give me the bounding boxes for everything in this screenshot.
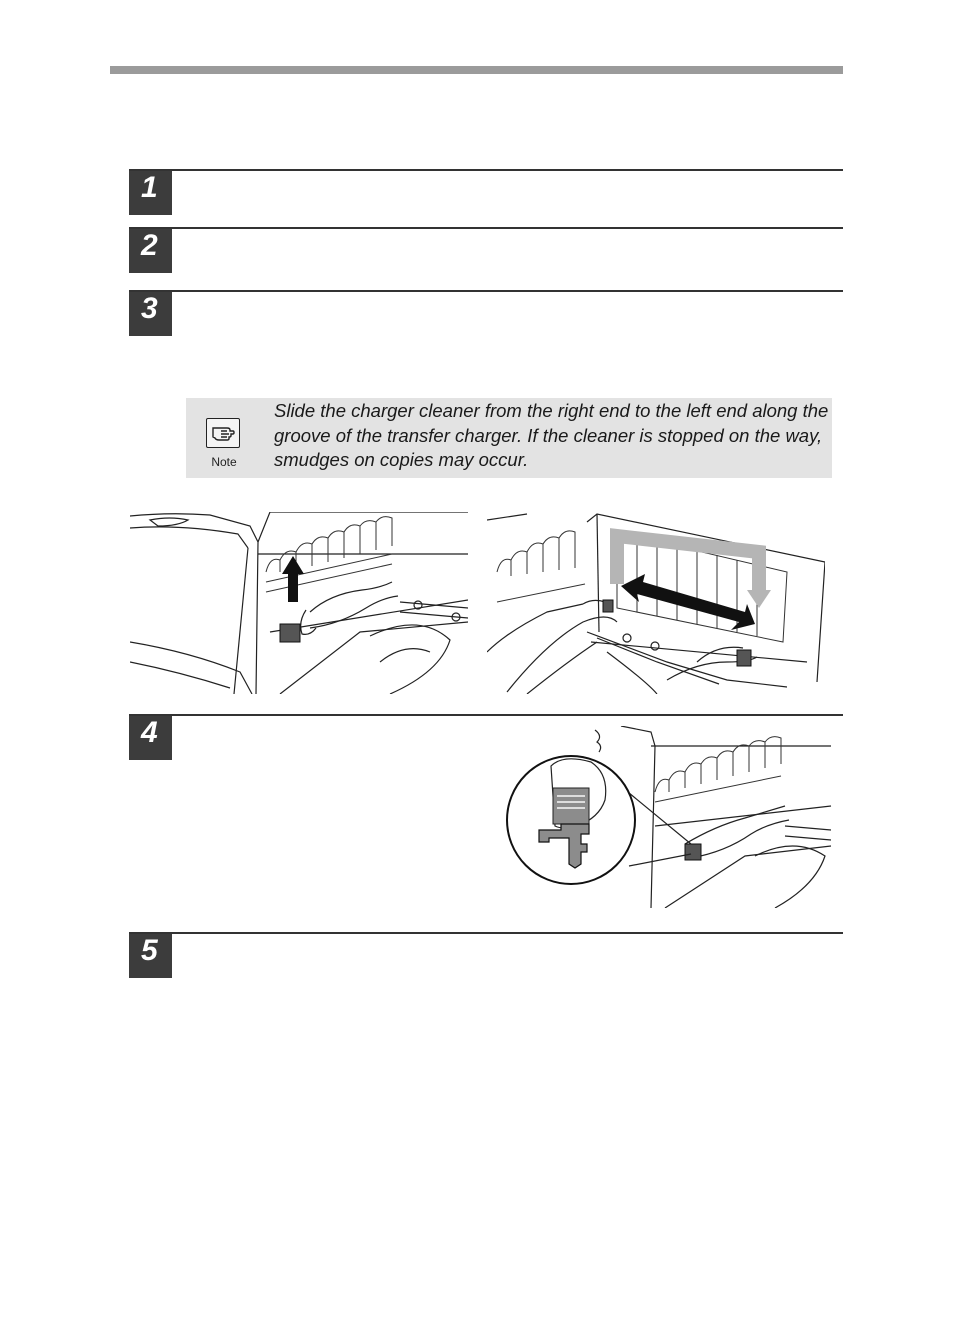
step-5-number: 5	[129, 934, 172, 978]
step-3-rule	[129, 290, 843, 292]
note-box	[186, 398, 832, 478]
illustration-slide-cleaner	[487, 512, 825, 694]
step-4-rule	[129, 714, 843, 716]
illustration-lift-cleaner	[130, 512, 468, 694]
pointing-hand-icon	[204, 418, 242, 469]
note-label: Note	[211, 455, 237, 469]
step-5-rule	[129, 932, 843, 934]
top-rule	[110, 66, 843, 74]
step-4-number: 4	[129, 716, 172, 760]
illustration-return-cleaner	[505, 726, 833, 908]
step-2-number: 2	[129, 229, 172, 273]
note-text: Slide the charger cleaner from the right end to the left end along the groove of the transfer charger. If the cleaner is stopped on the way, smudges on copies may occur.	[274, 400, 829, 470]
step-1-rule	[129, 169, 843, 171]
step-3-number: 3	[129, 292, 172, 336]
step-2-rule	[129, 227, 843, 229]
step-1-number: 1	[129, 171, 172, 215]
